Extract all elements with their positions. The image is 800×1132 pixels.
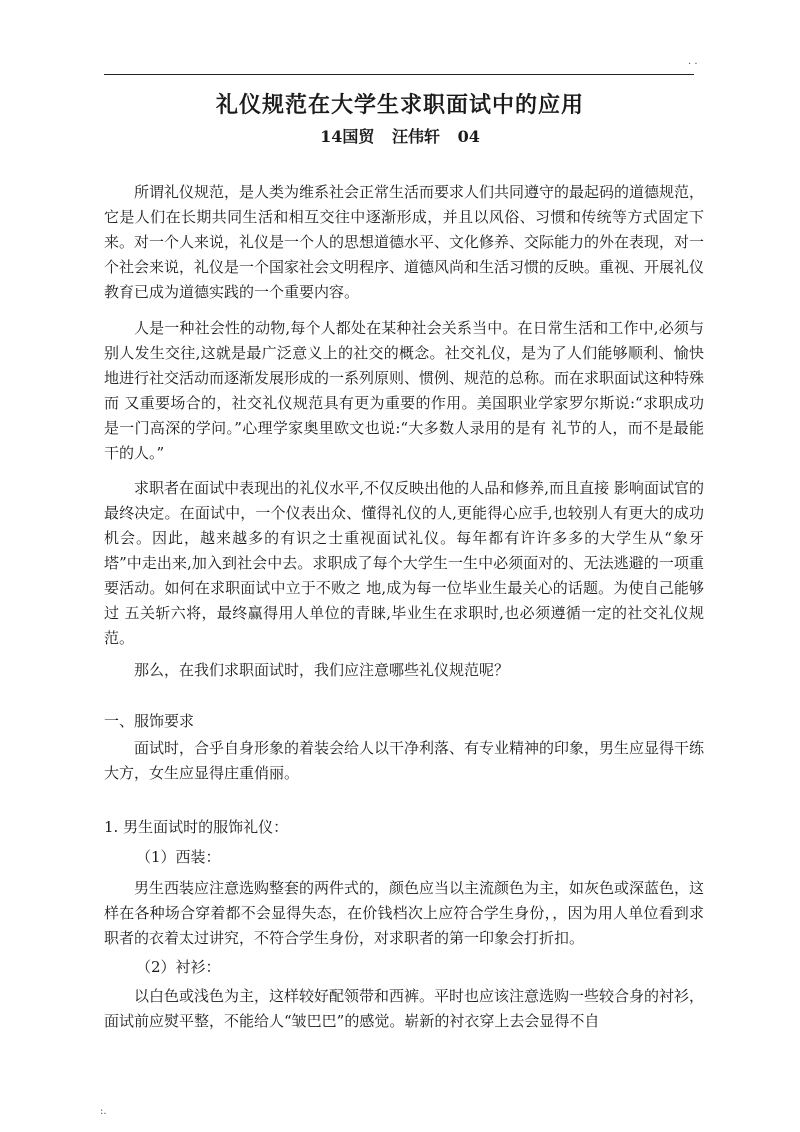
paragraph-social-etiquette: 人是一种社会性的动物,每个人都处在某种社会关系当中。在日常生活和工作中,必须与别人发生交往,这就是最广泛意义上的社交的概念。社交礼仪，是为了人们能够顺利、愉快地进行社交活动而逐渐发展形成的一系列原则、惯例、规范的总称。而在求职面试这种特殊而 又重要场合的，社交礼仪规范具有更为重要的作用。美国职业学家罗尔斯说:“求职成功是一门高深的学问。”心理学家奥里欧文也说:“大多数人录用的是有 礼节的人，而不是最能干的人。” (104, 319, 705, 462)
byline-number: 04 (457, 127, 480, 146)
paragraph-job-seeker: 求职者在面试中表现出的礼仪水平,不仅反映出他的人品和修养,而且直接 影响面试官的最终决定。在面试中，一个仪表出众、懂得礼仪的人,更能得心应手,也较别人有更大的成功机会。因此，越来越多的有识之士重视面试礼仪。每年都有许许多多的大学生从“象牙塔”中走出来,加入到社会中去。求职成了每个大学生一生中必须面对的、无法逃避的一项重要活动。如何在求职面试中立于不败之 地,成为每一位毕业生最关心的话题。为使自己能够过 五关斩六将，最终赢得用人单位的青睐,毕业生在求职时,也必须遵循一定的社交礼仪规范。 (104, 479, 704, 647)
footer-dots: :. (100, 1106, 107, 1117)
paragraph-question: 那么，在我们求职面试时，我们应注意哪些礼仪规范呢？ (134, 661, 510, 679)
byline (0, 124, 800, 147)
section-heading-attire: 一、服饰要求 (104, 712, 195, 730)
subsection-heading-male-attire: 1. 男生面试时的服饰礼仪： (104, 818, 289, 836)
paragraph-intro: 所谓礼仪规范，是人类为维系社会正常生活而要求人们共同遵守的最起码的道德规范，它是人们在长期共同生活和相互交往中逐渐形成，并且以风俗、习惯和传统等方式固定下来。对一个人来说，礼仪是一个人的思想道德水平、文化修养、交际能力的外在表现，对一个社会来说，礼仪是一个国家社会文明程序、道德风尚和生活习惯的反映。重视、开展礼仪教育已成为道德实践的一个重要内容。 (104, 183, 705, 301)
paragraph-shirt: 以白色或浅色为主，这样较好配领带和西裤。平时也应该注意选购一些较合身的衬衫，面试前应熨平整，不能给人“皱巴巴”的感觉。崭新的衬衣穿上去会显得不自 (104, 987, 705, 1030)
item-heading-shirt: （2）衬衫： (136, 958, 221, 976)
paragraph-suit: 男生西装应注意选购整套的两件式的，颜色应当以主流颜色为主，如灰色或深蓝色，这样在各种场合穿着都不会显得失态，在价钱档次上应符合学生身份，，因为用人单位看到求职者的衣着太过讲究，不符合学生身份，对求职者的第一印象会打折扣。 (104, 879, 705, 947)
header-dots: . . (688, 56, 698, 67)
document-title: 礼仪规范在大学生求职面试中的应用 (215, 92, 584, 118)
header-rule (104, 74, 694, 75)
byline-class: 14国贸 (320, 127, 375, 146)
paragraph-attire: 面试时，合乎自身形象的着装会给人以干净利落、有专业精神的印象，男生应显得干练大方，女生应显得庄重俏丽。 (104, 739, 705, 782)
item-heading-suit: （1）西装： (136, 848, 221, 866)
byline-name: 汪伟轩 (392, 127, 441, 146)
